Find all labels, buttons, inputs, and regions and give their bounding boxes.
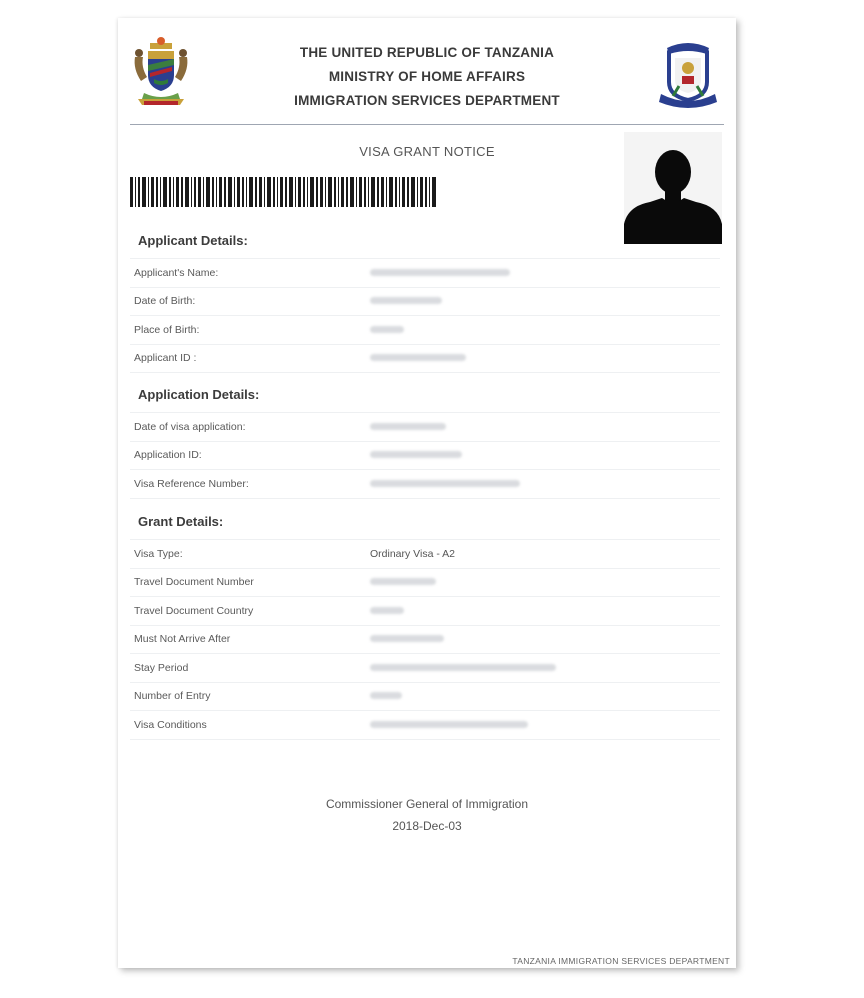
stay-period-value — [370, 662, 720, 674]
table-row — [130, 258, 720, 288]
header-ministry: MINISTRY OF HOME AFFAIRS — [328, 69, 526, 84]
visa-reference-number-value — [370, 478, 720, 490]
visa-conditions-label: Visa Conditions — [134, 718, 207, 731]
person-silhouette-icon — [624, 132, 722, 244]
table-row — [130, 412, 720, 442]
application-details-heading: Application Details: — [138, 387, 260, 402]
header-department: IMMIGRATION SERVICES DEPARTMENT — [294, 93, 560, 108]
table-row — [130, 569, 720, 598]
applicant-name-label: Applicant's Name: — [134, 266, 219, 279]
table-row — [130, 654, 720, 683]
issue-date: 2018-Dec-03 — [392, 819, 462, 833]
document-header — [118, 18, 736, 126]
table-row — [130, 683, 720, 712]
travel-document-number-label: Travel Document Number — [134, 576, 254, 589]
date-of-birth-value — [370, 295, 720, 307]
number-of-entry-value — [370, 690, 720, 702]
travel-document-number-value — [370, 576, 720, 588]
place-of-birth-label: Place of Birth: — [134, 323, 200, 336]
signatory-title: Commissioner General of Immigration — [325, 797, 529, 811]
table-row — [130, 470, 720, 499]
application-id-value — [370, 449, 720, 461]
header-divider — [130, 124, 724, 125]
date-of-birth-label: Date of Birth: — [134, 295, 196, 308]
visa-grant-notice-document — [118, 18, 736, 968]
applicant-details-table — [130, 258, 720, 373]
applicant-id-label: Applicant ID : — [134, 352, 197, 365]
table-row — [130, 597, 720, 626]
barcode — [130, 177, 436, 207]
header-country: THE UNITED REPUBLIC OF TANZANIA — [299, 45, 555, 60]
immigration-badge-icon — [657, 36, 719, 110]
stay-period-label: Stay Period — [134, 661, 189, 674]
signature-block — [118, 793, 736, 837]
table-row — [130, 316, 720, 345]
table-row — [130, 539, 720, 569]
applicant-name-value — [370, 267, 720, 279]
application-id-label: Application ID: — [134, 449, 202, 462]
applicant-details-heading: Applicant Details: — [138, 233, 248, 248]
table-row — [130, 288, 720, 317]
applicant-photo — [624, 132, 722, 244]
visa-type-label: Visa Type: — [134, 547, 183, 560]
travel-document-country-label: Travel Document Country — [134, 604, 254, 617]
notice-title: VISA GRANT NOTICE — [359, 144, 495, 159]
place-of-birth-value — [370, 324, 720, 336]
visa-type-value: Ordinary Visa - A2 — [370, 547, 456, 560]
travel-document-country-value — [370, 605, 720, 617]
application-details-table — [130, 412, 720, 499]
table-row — [130, 345, 720, 374]
visa-application-date-label: Date of visa application: — [134, 420, 246, 433]
visa-conditions-value — [370, 719, 720, 731]
document-footer: TANZANIA IMMIGRATION SERVICES DEPARTMENT — [512, 956, 730, 966]
grant-details-heading: Grant Details: — [138, 514, 224, 529]
number-of-entry-label: Number of Entry — [134, 690, 211, 703]
must-not-arrive-after-label: Must Not Arrive After — [134, 633, 231, 646]
table-row — [130, 711, 720, 740]
table-row — [130, 626, 720, 655]
table-row — [130, 442, 720, 471]
visa-reference-number-label: Visa Reference Number: — [134, 477, 249, 490]
applicant-id-value — [370, 352, 720, 364]
must-not-arrive-after-value — [370, 633, 720, 645]
visa-application-date-value — [370, 421, 720, 433]
grant-details-table — [130, 539, 720, 740]
